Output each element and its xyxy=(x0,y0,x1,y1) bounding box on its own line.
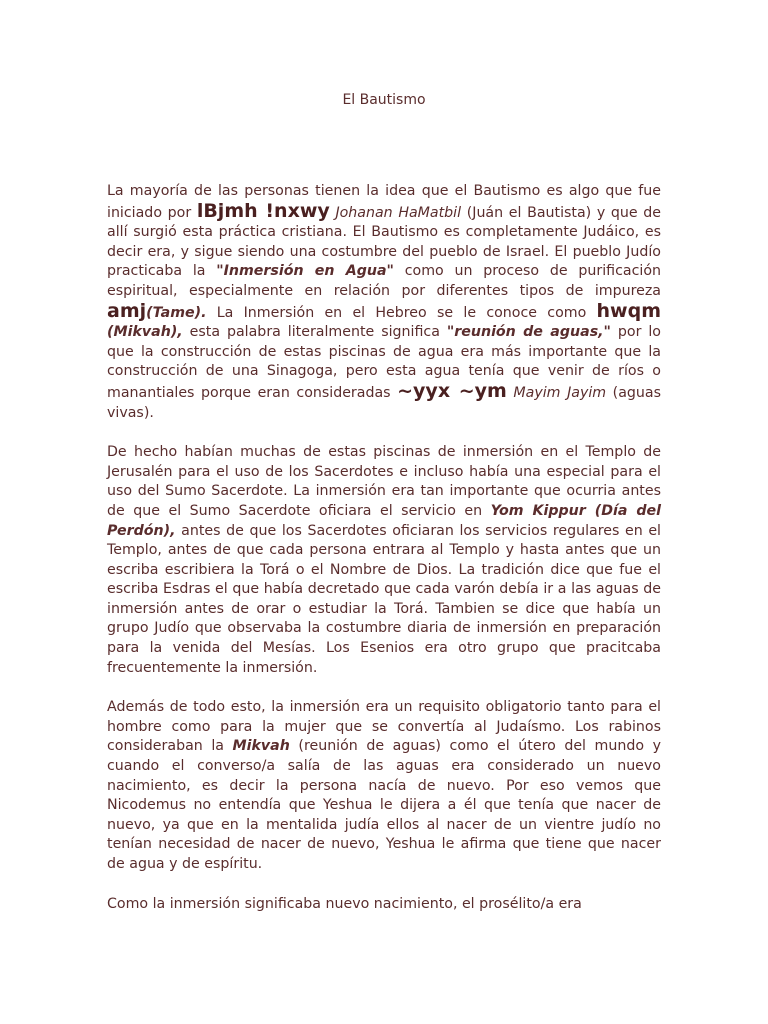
text: (Juán el Bautista) y que de allí surgió esta práctica cristiana. El Bautismo es completamente Judáico, es decir era, y sigue siendo una costumbre del pueblo de Israel. El pueblo Judío practicaba la xyxy=(107,204,661,280)
emphasis-term: Yom Kippur (Día del Perdón), xyxy=(107,502,661,539)
paragraph-1 xyxy=(107,182,661,423)
emphasis-quote: "reunión de aguas," xyxy=(446,324,611,341)
document-body xyxy=(107,182,661,934)
text: La Inmersión en el Hebreo se le conoce como xyxy=(206,304,597,321)
hebrew-term: ~yyx ~ym xyxy=(397,379,507,402)
page-title: El Bautismo xyxy=(342,92,426,108)
transliteration: (Tame). xyxy=(146,304,207,321)
emphasis-quote: "Inmersión en Agua" xyxy=(216,263,394,280)
paragraph-2 xyxy=(107,443,661,678)
hebrew-term: hwqm xyxy=(596,299,661,322)
paragraph-4 xyxy=(107,895,661,915)
transliteration: Johanan HaMatbil xyxy=(329,204,462,221)
text: Como la inmersión significaba nuevo nacimiento, el prosélito/a era xyxy=(107,895,582,912)
transliteration: (Mikvah), xyxy=(107,324,183,341)
text: por lo que la construcción de estas piscinas de agua era más importante que la construcción de una Sinagoga, pero esta agua tenía que venir de ríos o manantiales porque eran consideradas xyxy=(107,324,661,401)
emphasis-term: Mikvah xyxy=(232,738,290,755)
hebrew-term: amj xyxy=(107,299,147,322)
text: esta palabra literalmente significa xyxy=(182,324,447,341)
text: De hecho habían muchas de estas piscinas de inmersión en el Templo de Jerusalén para el uso de los Sacerdotes e incluso había una especial para el uso del Sumo Sacerdote. La inmersión era tan importante que ocurria antes de que el Sumo Sacerdote oficiara el servicio en xyxy=(107,444,661,519)
text: como un proceso de purificación espiritual, especialmente en relación por diferentes tipos de impureza xyxy=(107,263,661,299)
transliteration: Mayim Jayim xyxy=(506,384,607,401)
paragraph-3 xyxy=(107,698,661,874)
text: (reunión de aguas) como el útero del mundo y cuando el converso/a salía de las aguas era considerado un nuevo nacimiento, es decir la persona nacía de nuevo. Por eso vemos que Nicodemus no entendía que Yeshua le dijera a él que tenía que nacer de nuevo, ya que en la mentalida judía ellos al nacer de un vientre judío no tenían necesidad de nacer de nuevo, Yeshua le afirma que tiene que nacer de agua y de espíritu. xyxy=(107,738,661,872)
text: Además de todo esto, la inmersión era un requisito obligatorio tanto para el hombre como para la mujer que se convertía al Judaísmo. Los rabinos consideraban la xyxy=(107,699,661,755)
hebrew-term: lBjmh !nxwy xyxy=(196,199,330,222)
text: antes de que los Sacerdotes oficiaran los servicios regulares en el Templo, antes de que cada persona entrara al Templo y hasta antes que un escriba escribiera la Torá o el Nombre de Dios. La tradición dice que fue el escriba Esdras el que había decretado que cada varón debía ir a las aguas de inmersión antes de orar o estudiar la Torá. Tambien se dice que había un grupo Judío que observaba la costumbre diaria de inmersión en preparación para la venida del Mesías. Los Esenios era otro grupo que pracitcaba frecuentemente la inmersión. xyxy=(107,522,661,676)
text: (aguas vivas). xyxy=(107,384,661,421)
text: La mayoría de las personas tienen la idea que el Bautismo es algo que fue iniciado por xyxy=(107,183,661,221)
